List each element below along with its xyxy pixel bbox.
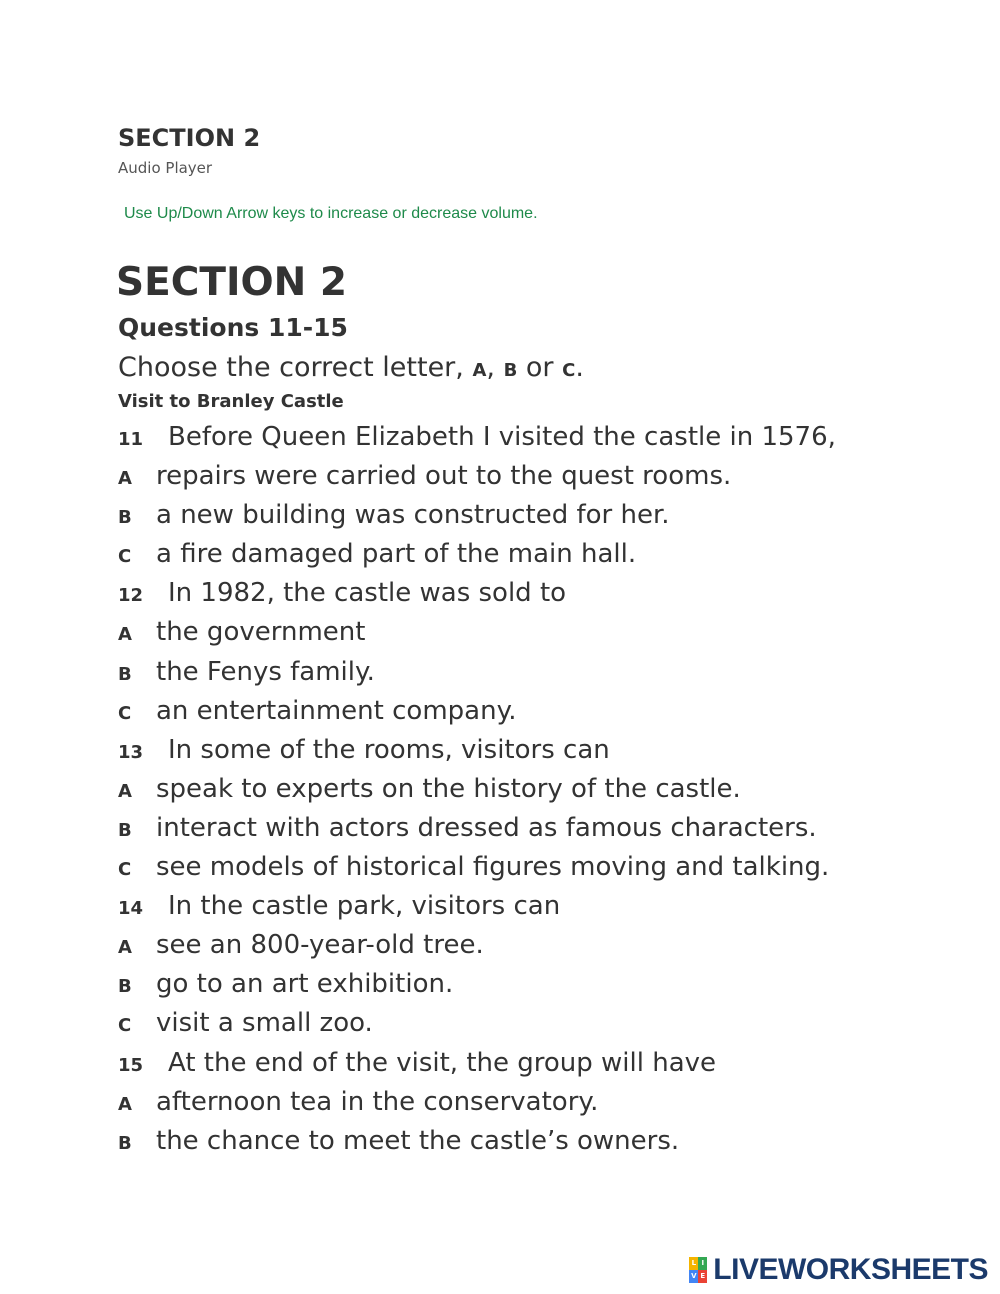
option-line [118,1122,978,1161]
question-text: In some of the rooms, visitors can [168,734,610,765]
liveworksheets-logo: L I V E LIVEWORKSHEETS [691,1253,988,1286]
questions-range: Questions 11-15 [118,313,348,342]
question-number: 12 [118,585,144,607]
option-line [118,1083,978,1122]
option-letter: B [118,976,132,998]
option-letter: B [118,507,132,529]
section-title: SECTION 2 [116,260,347,305]
question-number: 13 [118,741,144,763]
option-text: see models of historical figures moving and talking. [156,852,830,883]
option-letter: A [118,937,132,959]
option-text: the government [156,617,366,648]
option-line [118,848,978,887]
question-line [118,418,978,457]
option-letter: A [118,1093,132,1115]
audio-volume-hint[interactable]: Use Up/Down Arrow keys to increase or decrease volume. [124,205,538,222]
option-letter: B [118,819,132,841]
option-letter: C [118,859,132,881]
option-text: repairs were carried out to the quest rooms. [156,461,732,492]
option-text: see an 800-year-old tree. [156,930,484,961]
question-line [118,1044,978,1083]
option-text: a fire damaged part of the main hall. [156,539,637,570]
question-line [118,887,978,926]
option-text: a new building was constructed for her. [156,500,670,531]
question-text: In 1982, the castle was sold to [168,578,567,609]
option-letter: C [118,702,132,724]
option-text: interact with actors dressed as famous characters. [156,812,817,843]
question-number: 11 [118,429,144,450]
question-line [118,731,978,770]
option-line [118,496,978,535]
instruction: Choose the correct letter, A, B or C. [118,352,584,383]
option-letter: C [118,1015,132,1037]
logo-mark-tile: E [698,1270,707,1283]
question-text: In the castle park, visitors can [168,891,561,922]
option-letter: B [118,663,132,685]
audio-player-label: Audio Player [118,159,213,177]
question-text: At the end of the visit, the group will have [168,1047,717,1078]
option-letter: A [118,780,132,802]
option-line [118,926,978,965]
question-line [118,574,978,613]
logo-mark-tile: I [698,1257,707,1270]
logo-mark-tile: V [689,1270,698,1283]
question-text: Before Queen Elizabeth I visited the castle in 1576, [168,422,836,452]
option-letter: B [118,1132,132,1154]
option-text: speak to experts on the history of the castle. [156,773,741,804]
option-text: afternoon tea in the conservatory. [156,1086,599,1117]
option-line [118,613,978,652]
question-number: 14 [118,898,144,920]
option-line [118,457,978,496]
section-label: SECTION 2 [118,124,261,152]
question-number: 15 [118,1054,144,1076]
question-list [118,418,978,1161]
option-line [118,809,978,848]
option-line [118,770,978,809]
option-line [118,535,978,574]
option-text: the Fenys family. [156,656,375,687]
subtitle: Visit to Branley Castle [118,391,344,412]
option-line [118,965,978,1004]
option-line [118,692,978,731]
option-line [118,653,978,692]
option-text: go to an art exhibition. [156,969,454,1000]
option-text: visit a small zoo. [156,1008,373,1039]
option-letter: C [118,546,132,568]
option-letter: A [118,468,132,490]
option-text: the chance to meet the castle’s owners. [156,1125,680,1156]
option-text: an entertainment company. [156,695,517,726]
liveworksheets-logo-icon [689,1257,707,1283]
option-line [118,1004,978,1043]
logo-mark-tile: L [689,1257,698,1270]
option-letter: A [118,624,132,646]
